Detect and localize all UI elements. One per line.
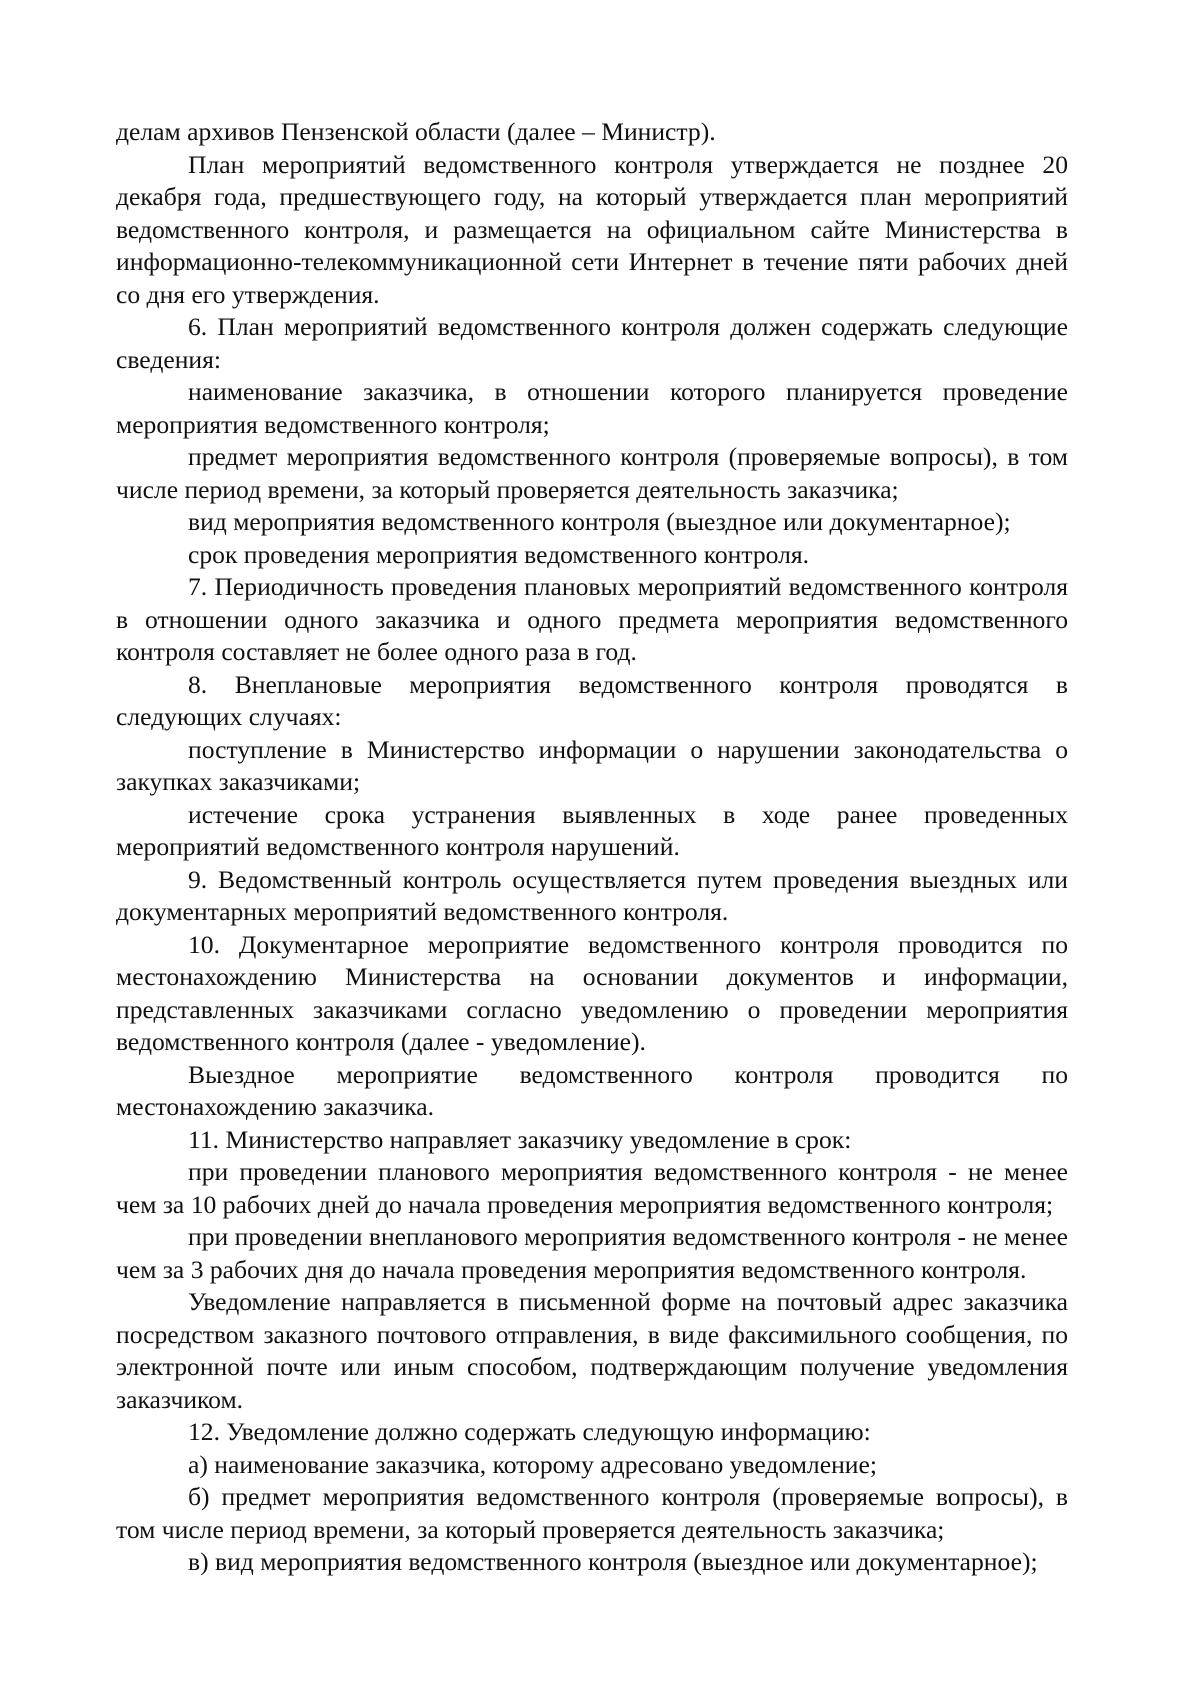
paragraph: 11. Министерство направляет заказчику уведомление в срок: [188,1124,852,1154]
paragraph: вид мероприятия ведомственного контроля (выездное или документарное); [188,507,1011,536]
paragraph: наименование заказчика, в отношении которого планируется проведение мероприятия ведомственного контроля; [116,377,1068,439]
paragraph: предмет мероприятия ведомственного контроля (проверяемые вопросы), в том числе период времени, за который проверяется деятельность заказчика; [116,442,1068,504]
paragraph: Выездное мероприятие ведомственного контроля проводится по местонахождению заказчика. [116,1059,1068,1121]
paragraph: 8. Внеплановые мероприятия ведомственного контроля проводятся в следующих случаях: [116,669,1068,731]
paragraph: при проведении планового мероприятия ведомственного контроля - не менее чем за 10 рабочих дней до начала проведения мероприятия ведомственного контроля; [116,1157,1068,1219]
document-body [116,116,1068,1579]
paragraph: 6. План мероприятий ведомственного контроля должен содержать следующие сведения: [116,312,1068,374]
paragraph: при проведении внепланового мероприятия ведомственного контроля - не менее чем за 3 рабочих дня до начала проведения мероприятия ведомственного контроля. [116,1222,1068,1284]
paragraph-continuation: делам архивов Пензенской области (далее – Министр). [116,117,716,146]
paragraph: а) наименование заказчика, которому адресовано уведомление; [188,1449,877,1479]
paragraph: истечение срока устранения выявленных в ходе ранее проведенных мероприятий ведомственного контроля нарушений. [116,799,1068,861]
paragraph: 12. Уведомление должно содержать следующую информацию: [188,1417,871,1446]
paragraph: 9. Ведомственный контроль осуществляется путем проведения выездных или документарных мероприятий ведомственного контроля. [116,864,1068,926]
paragraph: б) предмет мероприятия ведомственного контроля (проверяемые вопросы), в том числе период времени, за который проверяется деятельность заказчика; [116,1482,1068,1544]
paragraph: Уведомление направляется в письменной форме на почтовый адрес заказчика посредством заказного почтового отправления, в виде факсимильного сообщения, по электронной почте или иным способом, подтверждающим получение уведомления заказчиком. [116,1287,1068,1414]
paragraph: План мероприятий ведомственного контроля утверждается не позднее 20 декабря года, предшествующего году, на который утверждается план мероприятий ведомственного контроля, и размещается на официальном сайте Министерства в информационно-телекоммуникационной сети Интернет в течение пяти рабочих дней со дня его утверждения. [116,149,1068,309]
paragraph: 7. Периодичность проведения плановых мероприятий ведомственного контроля в отношении одного заказчика и одного предмета мероприятия ведомственного контроля составляет не более одного раза в год. [116,572,1068,666]
paragraph: в) вид мероприятия ведомственного контроля (выездное или документарное); [188,1547,1038,1576]
paragraph: поступление в Министерство информации о нарушении законодательства о закупках заказчиками; [116,734,1068,796]
paragraph: 10. Документарное мероприятие ведомственного контроля проводится по местонахождению Министерства на основании документов и информации, представленных заказчиками согласно уведомлению о проведении мероприятия ведомственного контроля (далее - уведомление). [116,929,1068,1056]
paragraph: срок проведения мероприятия ведомственного контроля. [188,539,810,569]
